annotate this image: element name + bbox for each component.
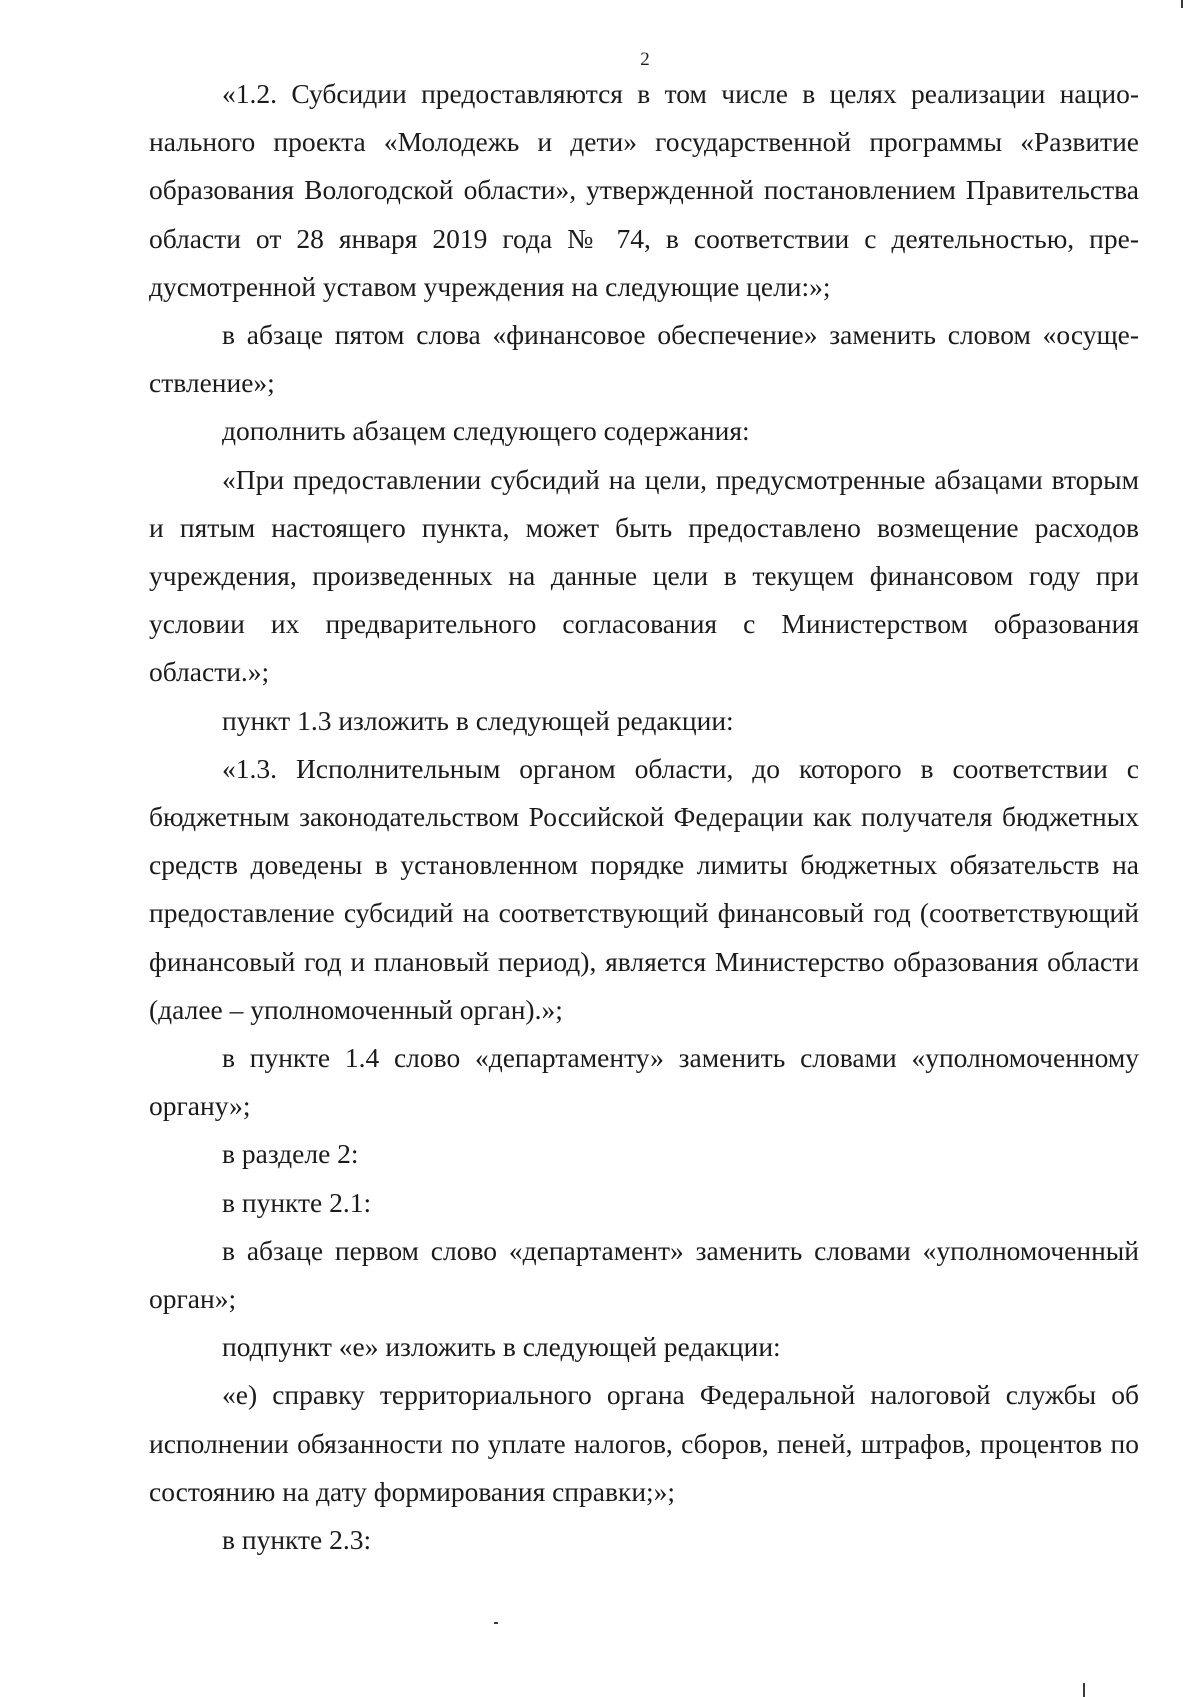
paragraph-item-2-1: в пункте 2.1:: [222, 1186, 372, 1218]
document-body: [149, 70, 1139, 1564]
scan-artifact-mark: [1083, 1683, 1085, 1697]
scan-artifact-dot: [494, 1622, 498, 1624]
paragraph-item-1-4-change: в пункте 1.4 слово «департаменту» заменить словами «уполномоченному органу»;: [149, 1042, 1139, 1122]
scan-artifact-mark: [1181, 0, 1183, 8]
paragraph-reimbursement-clause: «При предоставлении субсидий на цели, предусмотренные абзацами вторым и пятым настоящего пункта, может быть предоставлено возмещение расходов учреждения, произведенных на данные цели в текущем финансовом году при условии их предварительного согласования с Министерством образования области.»;: [149, 463, 1139, 688]
paragraph-section-2: в разделе 2:: [222, 1138, 359, 1170]
paragraph-add-abzac: дополнить абзацем следующего содержания:: [222, 415, 750, 447]
paragraph-subitem-e-text: «е) справку территориального органа Федеральной налоговой службы об исполнении обязанности по уплате налогов, сборов, пеней, штрафов, процентов по состоянию на дату формирования справки;»;: [149, 1379, 1139, 1507]
paragraph-item-1-3-text: «1.3. Исполнительным органом области, до которого в соответствии с бюджетным законодательством Российской Федерации как получателя бюджетных средств доведены в установленном порядке лимиты бюджетных обязательств на предоставление субсидий на соответствующий финансовый год (соответствующий финансовый год и плановый период), является Министерство образования области (далее – уполномоченный орган).»;: [149, 752, 1139, 1025]
page-number: 2: [640, 49, 650, 70]
paragraph-item-1-3-intro: пункт 1.3 изложить в следующей редакции:: [222, 704, 734, 736]
paragraph-item-2-3: в пункте 2.3:: [222, 1524, 372, 1556]
paragraph-abzac-first-change: в абзаце первом слово «департамент» заменить словами «уполномоченный орган»;: [149, 1234, 1139, 1315]
paragraph-subitem-e-intro: подпункт «е» изложить в следующей редакции:: [222, 1331, 781, 1363]
paragraph-1-2-amendment: «1.2. Субсидии предоставляются в том числе в целях реализации национального проекта «Молодежь и дети» государственной программы «Развитие образования Вологодской области», утвержденной постановлением Правительства области от 28 января 2019 года № 74, в соответствии с деятельностью, предусмотренной уставом учреждения на следующие цели:»;: [149, 78, 1139, 302]
paragraph-abzac-five-change: в абзаце пятом слова «финансовое обеспечение» заменить словом «осуществление»;: [149, 319, 1139, 399]
